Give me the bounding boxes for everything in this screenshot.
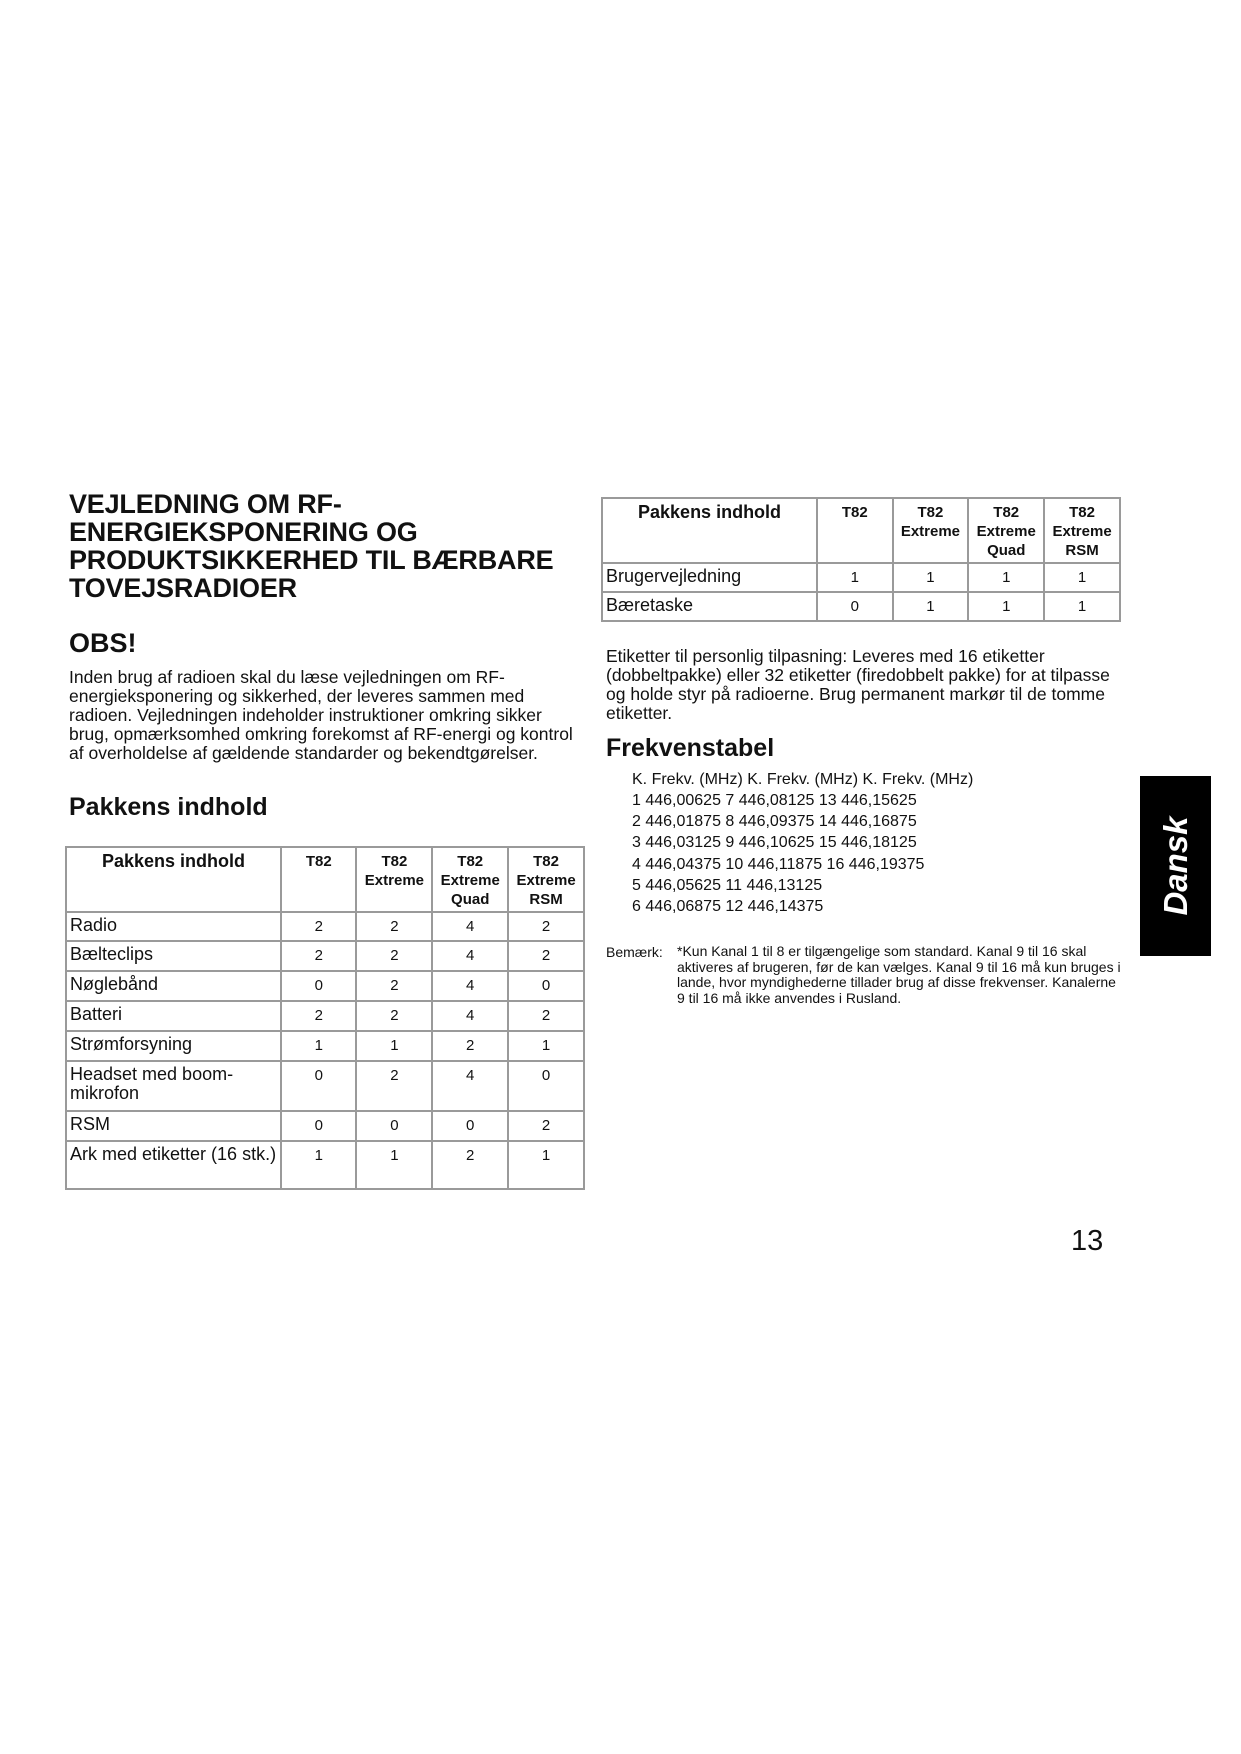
table-row (66, 912, 584, 941)
cell-value: 2 (432, 1141, 508, 1189)
cell-value: 2 (508, 912, 584, 941)
row-label: Headset med boom-mikrofon (66, 1061, 281, 1111)
cell-value: 1 (968, 563, 1044, 592)
header-t82-text: T82 (841, 504, 868, 521)
freq-line: 5 446,05625 11 446,13125 (632, 877, 823, 894)
header-quad-l2: Extreme (976, 523, 1036, 540)
cell-value: 0 (508, 971, 584, 1001)
table-row (602, 592, 1120, 621)
cell-value: 1 (508, 1141, 584, 1189)
cell-value: 2 (356, 971, 432, 1001)
header-t82-extreme-l1: T82 (381, 853, 408, 870)
cell-value: 1 (281, 1031, 356, 1061)
cell-value: 1 (893, 563, 969, 592)
header-t82 (817, 498, 892, 563)
language-tab-label: Dansk (1156, 816, 1194, 916)
table-row (66, 1141, 584, 1189)
cell-value: 2 (356, 1061, 432, 1111)
header-t82-text: T82 (305, 853, 332, 870)
cell-value: 1 (893, 592, 969, 621)
cell-value: 0 (432, 1111, 508, 1141)
header-rsm-l1: T82 (533, 853, 559, 870)
freq-line: 4 446,04375 10 446,11875 16 446,19375 (632, 856, 925, 873)
cell-value: 2 (432, 1031, 508, 1061)
header-t82-extreme-quad (968, 498, 1044, 563)
header-rsm-l3: RSM (1065, 542, 1099, 559)
header-t82 (281, 847, 356, 912)
row-label: Nøglebånd (66, 971, 281, 1001)
cell-value: 4 (432, 971, 508, 1001)
cell-value: 0 (281, 971, 356, 1001)
table-row (602, 563, 1120, 592)
header-rsm-l3: RSM (529, 891, 563, 908)
freq-line: 2 446,01875 8 446,09375 14 446,16875 (632, 813, 917, 830)
freq-heading: Frekvenstabel (606, 734, 775, 762)
package-table (65, 846, 585, 1190)
cell-value: 4 (432, 1001, 508, 1031)
header-quad-l3: Quad (987, 542, 1026, 559)
cell-value: 2 (281, 912, 356, 941)
note-label: Bemærk: (606, 944, 663, 960)
header-t82-extreme (356, 847, 432, 912)
header-t82-extreme-quad (432, 847, 508, 912)
freq-line: 3 446,03125 9 446,10625 15 446,18125 (632, 834, 917, 851)
table-row (66, 1111, 584, 1141)
header-t82-extreme-l1: T82 (917, 504, 944, 521)
cell-value: 2 (281, 941, 356, 971)
language-tab (1140, 776, 1211, 956)
row-label: Bæretaske (602, 592, 817, 621)
package-table-header (66, 847, 584, 912)
cell-value: 2 (356, 1001, 432, 1031)
obs-heading: OBS! (69, 628, 137, 658)
header-t82-extreme-rsm (508, 847, 584, 912)
header-t82-extreme (893, 498, 969, 563)
cell-value: 4 (432, 912, 508, 941)
main-title: VEJLEDNING OM RF-ENERGIEKSPONERING OG PRODUKTSIKKERHED TIL BÆRBARE TOVEJSRADIOER (69, 489, 554, 603)
table-row (66, 1031, 584, 1061)
page-number: 13 (1071, 1225, 1104, 1257)
package-table-continued-header (602, 498, 1120, 563)
cell-value: 4 (432, 1061, 508, 1111)
cell-value: 2 (508, 1001, 584, 1031)
header-quad-l2: Extreme (440, 872, 500, 889)
row-label: Strømforsyning (66, 1031, 281, 1061)
row-label: Bælteclips (66, 941, 281, 971)
row-label: Batteri (66, 1001, 281, 1031)
freq-header-line: K. Frekv. (MHz) K. Frekv. (MHz) K. Frekv. (MHz) (632, 771, 974, 788)
header-item: Pakkens indhold (66, 847, 281, 912)
cell-value: 2 (508, 941, 584, 971)
header-t82-extreme-l2: Extreme (364, 872, 424, 889)
header-t82-extreme-rsm (1044, 498, 1120, 563)
cell-value: 1 (1044, 592, 1120, 621)
row-label: Ark med etiketter (16 stk.) (66, 1141, 281, 1189)
note-text: *Kun Kanal 1 til 8 er tilgængelige som standard. Kanal 9 til 16 skal aktiveres af brugeren, før de kan vælges. Kanal 9 til 16 må kun bruges i lande, hvor myndighederne tillader brug af disse frekvenser. Kanalerne 9 til 16 må ikke anvendes i Rusland. (677, 943, 1121, 1006)
cell-value: 4 (432, 941, 508, 971)
cell-value: 1 (1044, 563, 1120, 592)
cell-value: 2 (281, 1001, 356, 1031)
cell-value: 1 (508, 1031, 584, 1061)
header-quad-l1: T82 (993, 504, 1020, 521)
obs-text: Inden brug af radioen skal du læse vejledningen om RF-energieksponering og sikkerhed, der leveres sammen med radioen. Vejledningen indeholder instruktioner omkring sikker brug, opmærksomhed omkring forekomst af RF-energi og kontrol af overholdelse af gældende standarder og bekendtgørelser. (69, 667, 573, 763)
package-heading: Pakkens indhold (69, 793, 268, 821)
cell-value: 0 (281, 1111, 356, 1141)
header-item: Pakkens indhold (602, 498, 817, 563)
table-row (66, 1061, 584, 1111)
cell-value: 0 (281, 1061, 356, 1111)
cell-value: 1 (356, 1031, 432, 1061)
package-table-continued (601, 497, 1121, 622)
freq-line: 1 446,00625 7 446,08125 13 446,15625 (632, 792, 917, 809)
header-t82-extreme-l2: Extreme (900, 523, 961, 540)
row-label: RSM (66, 1111, 281, 1141)
labels-text: Etiketter til personlig tilpasning: Leveres med 16 etiketter (dobbeltpakke) eller 32 etiketter (firedobbelt pakke) for at tilpasse og holde styr på radioerne. Brug permanent markør til de tomme etiketter. (606, 646, 1110, 723)
freq-line: 6 446,06875 12 446,14375 (632, 898, 824, 915)
cell-value: 2 (356, 912, 432, 941)
table-row (66, 1001, 584, 1031)
cell-value: 1 (968, 592, 1044, 621)
row-label: Brugervejledning (602, 563, 817, 592)
header-quad-l1: T82 (457, 853, 484, 870)
cell-value: 0 (508, 1061, 584, 1111)
cell-value: 2 (508, 1111, 584, 1141)
row-label: Radio (66, 912, 281, 941)
cell-value: 1 (356, 1141, 432, 1189)
header-rsm-l1: T82 (1069, 504, 1095, 521)
cell-value: 1 (281, 1141, 356, 1189)
cell-value: 0 (356, 1111, 432, 1141)
table-row (66, 971, 584, 1001)
header-rsm-l2: Extreme (516, 872, 576, 889)
header-quad-l3: Quad (451, 891, 490, 908)
cell-value: 1 (817, 563, 892, 592)
cell-value: 2 (356, 941, 432, 971)
cell-value: 0 (817, 592, 892, 621)
table-row (66, 941, 584, 971)
header-rsm-l2: Extreme (1052, 523, 1112, 540)
